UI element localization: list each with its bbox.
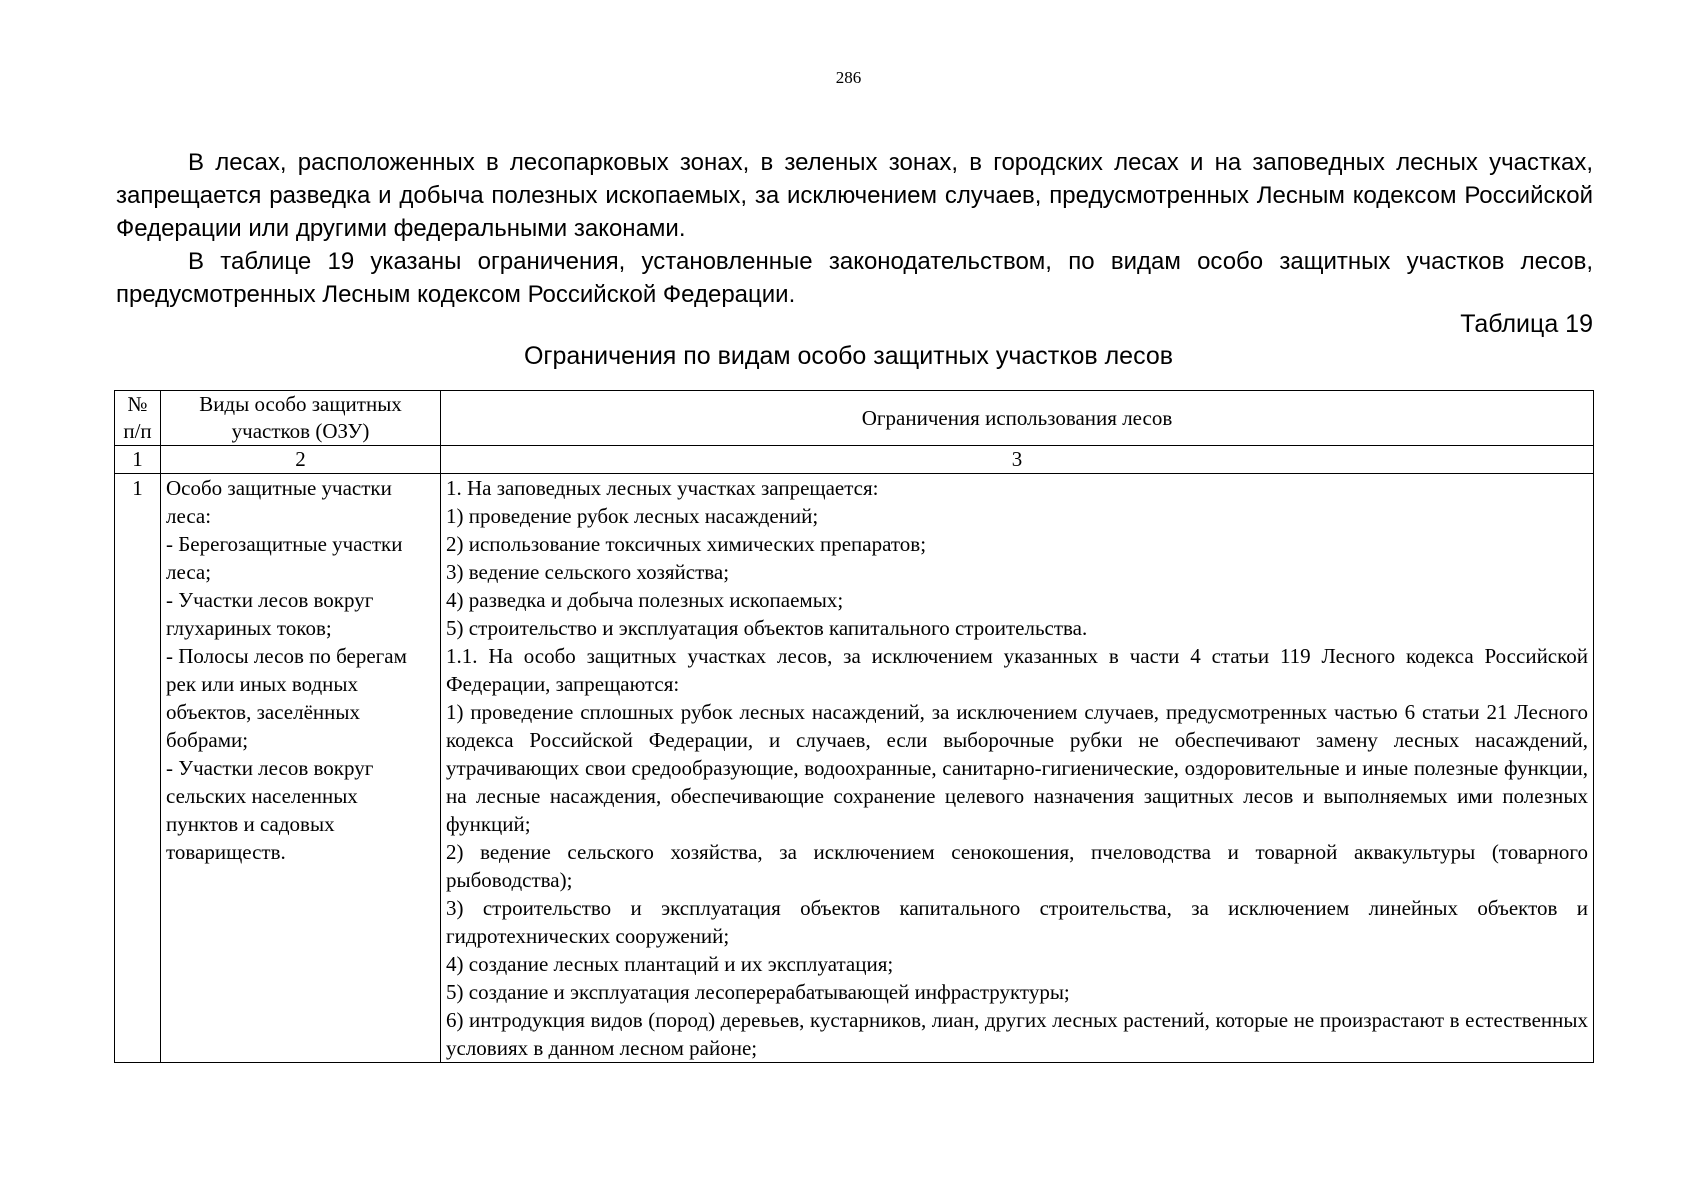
header-number: № п/п	[115, 391, 161, 446]
body-text	[116, 146, 1593, 311]
paragraph-forest-zones: В лесах, расположенных в лесопарковых зонах, в зеленых зонах, в городских лесах и на заповедных лесных участках, запрещается разведка и добыча полезных ископаемых, за исключением случаев, предусмотренных Лесным кодексом Российской Федерации или другими федеральными законами.	[116, 149, 1593, 242]
restriction-item: 3) ведение сельского хозяйства;	[446, 560, 730, 584]
paragraph-table-intro: В таблице 19 указаны ограничения, установленные законодательством, по видам особо защитных участков лесов, предусмотренных Лесным кодексом Российской Федерации.	[116, 248, 1593, 308]
restriction-item: 4) создание лесных плантаций и их эксплуатация;	[446, 952, 894, 976]
table-title: Ограничения по видам особо защитных участков лесов	[523, 342, 1174, 370]
zone-types-cell	[161, 474, 441, 1063]
table-row	[115, 474, 1594, 1063]
zone-type-item: - Полосы лесов по берегам рек или иных водных объектов, заселённых бобрами;	[166, 644, 407, 752]
restriction-item: 1) проведение сплошных рубок лесных насаждений, за исключением случаев, предусмотренных частью 6 статьи 21 Лесного кодекса Российской Федерации, и случаев, если выборочные рубки не обеспечивают замену лесных насаждений, утрачивающих свои средообразующие, водоохранные, санитарно-гигиенические, оздоровительные и иные полезные функции, на лесные насаждения, обеспечивающие сохранение целевого назначения защитных лесов и выполняемых ими полезных функций;	[446, 700, 1588, 836]
zone-type-item: - Участки лесов вокруг глухариных токов;	[166, 588, 374, 640]
restriction-item: 2) использование токсичных химических препаратов;	[446, 532, 927, 556]
row-number: 1	[115, 474, 161, 1063]
zone-type-item: - Участки лесов вокруг сельских населенных пунктов и садовых товариществ.	[166, 756, 374, 864]
zone-type-item: - Берегозащитные участки леса;	[166, 532, 403, 584]
restriction-item: 1) проведение рубок лесных насаждений;	[446, 504, 819, 528]
table-label: Таблица 19	[1460, 310, 1593, 338]
restriction-item: 2) ведение сельского хозяйства, за исключением сенокошения, пчеловодства и товарной аквакультуры (товарного рыбоводства);	[446, 840, 1588, 892]
column-number-1: 1	[115, 446, 161, 474]
page-number: 286	[835, 68, 862, 87]
restrictions-cell	[441, 474, 1594, 1063]
restriction-item: 1.1. На особо защитных участках лесов, за исключением указанных в части 4 статьи 119 Лесного кодекса Российской Федерации, запрещаются:	[446, 644, 1588, 696]
restrictions-table	[114, 390, 1594, 1063]
column-number-row	[115, 446, 1594, 474]
restriction-item: 5) создание и эксплуатация лесоперерабатывающей инфраструктуры;	[446, 980, 1070, 1004]
restriction-item: 6) интродукция видов (пород) деревьев, кустарников, лиан, других лесных растений, которые не произрастают в естественных условиях в данном лесном районе;	[446, 1008, 1588, 1060]
column-number-2: 2	[161, 446, 441, 474]
restriction-item: 3) строительство и эксплуатация объектов капитального строительства, за исключением линейных объектов и гидротехнических сооружений;	[446, 896, 1588, 948]
restriction-item: 5) строительство и эксплуатация объектов капитального строительства.	[446, 616, 1088, 640]
restriction-item: 4) разведка и добыча полезных ископаемых;	[446, 588, 844, 612]
zone-type-item: Особо защитные участки леса:	[166, 476, 392, 528]
table-header-row	[115, 391, 1594, 446]
column-number-3: 3	[441, 446, 1594, 474]
restriction-item: 1. На заповедных лесных участках запрещается:	[446, 476, 879, 500]
header-restrictions: Ограничения использования лесов	[441, 391, 1594, 446]
header-zone-types: Виды особо защитных участков (ОЗУ)	[161, 391, 441, 446]
